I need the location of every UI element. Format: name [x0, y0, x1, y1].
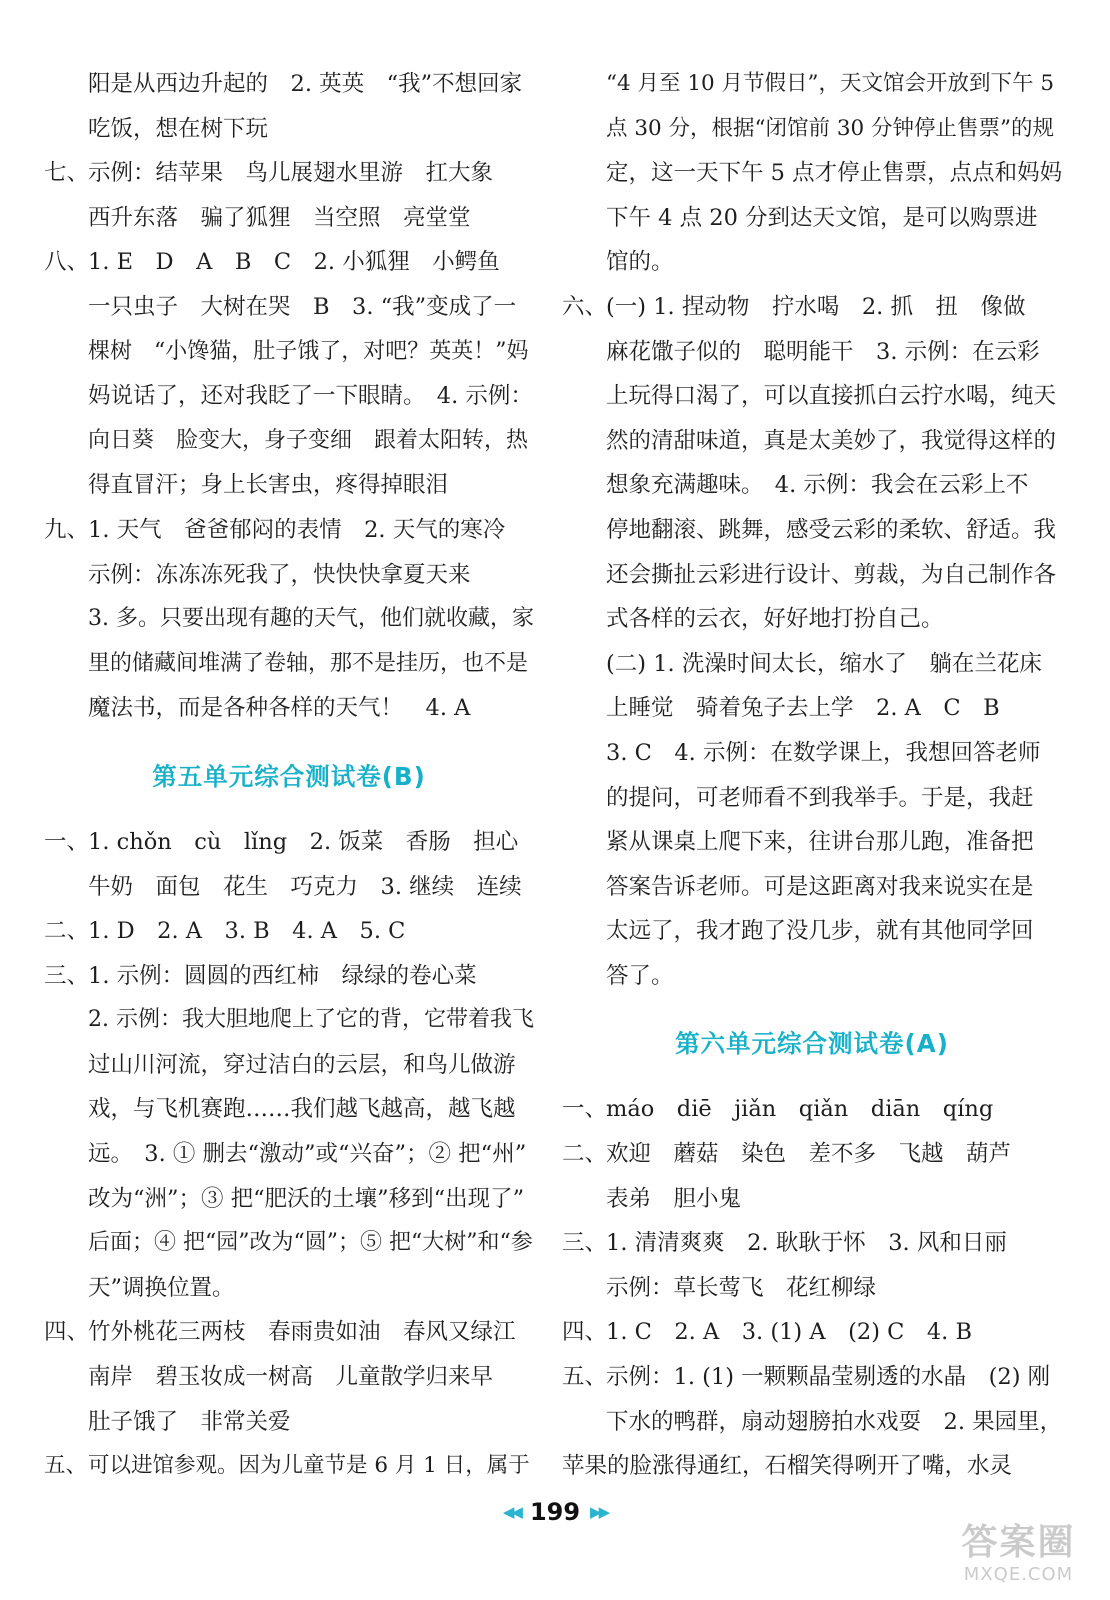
question-number: 八、 — [44, 249, 90, 276]
answer-text: 答了。 — [606, 962, 674, 989]
answer-text: (一) 1. 捏动物 拧水喝 2. 抓 扭 像做 — [606, 293, 1026, 320]
answer-line — [562, 597, 1062, 642]
answer-line — [44, 553, 534, 598]
answer-line — [562, 1266, 1062, 1311]
answer-line — [44, 1266, 534, 1311]
answer-line — [44, 1444, 534, 1489]
question-number: 九、 — [44, 516, 90, 543]
answer-line — [562, 1400, 1062, 1445]
prev-arrows-icon: ◀◀ — [502, 1503, 520, 1521]
answer-text: 苹果的脸涨得通红，石榴笑得咧开了嘴，水灵 — [562, 1453, 1013, 1480]
answer-text: 西升东落 骗了狐狸 当空照 亮堂堂 — [88, 204, 471, 231]
answer-text: 1. 清清爽爽 2. 耿耿于怀 3. 风和日丽 — [606, 1230, 1007, 1257]
answer-line — [562, 1444, 1062, 1489]
next-arrows-icon: ▶▶ — [590, 1503, 608, 1521]
answer-text: 紧从课桌上爬下来，往讲台那儿跑，准备把 — [606, 829, 1034, 856]
answer-line — [562, 151, 1062, 196]
answer-text: 牛奶 面包 花生 巧克力 3. 继续 连续 — [88, 873, 522, 900]
answer-line — [562, 776, 1062, 821]
answer-line — [44, 1221, 534, 1266]
answer-line — [562, 1177, 1062, 1222]
answer-line — [44, 107, 534, 152]
answer-line — [44, 642, 534, 687]
left-column — [44, 62, 534, 1489]
answer-text: 的提问，可老师看不到我举手。于是，我赶 — [606, 784, 1034, 811]
answer-line — [562, 553, 1062, 598]
answer-line — [562, 1310, 1062, 1355]
answer-text: 竹外桃花三两枝 春雨贵如油 春风又绿江 — [88, 1319, 516, 1346]
section-heading: 第六单元综合测试卷(A) — [675, 1029, 949, 1059]
answer-line — [562, 820, 1062, 865]
section-heading: 第五单元综合测试卷(B) — [152, 761, 426, 791]
answer-text: 示例：1. (1) 一颗颗晶莹剔透的水晶 (2) 刚 — [606, 1364, 1051, 1391]
answer-text: 1. chǒn cù lǐng 2. 饭菜 香肠 担心 — [88, 828, 519, 855]
answer-line — [44, 865, 534, 910]
answer-text: 3. C 4. 示例：在数学课上，我想回答老师 — [606, 739, 1041, 766]
answer-text: 得直冒汗；身上长害虫，疼得掉眼泪 — [88, 472, 449, 499]
answer-text: 式各样的云衣，好好地打扮自己。 — [606, 606, 944, 633]
answer-line — [562, 1355, 1062, 1400]
answer-text: 戏，与飞机赛跑……我们越飞越高，越飞越 — [88, 1096, 516, 1123]
answer-text: 馆的。 — [606, 249, 674, 276]
answer-text: 下午 4 点 20 分到达天文馆，是可以购票进 — [606, 204, 1038, 231]
question-number: 五、 — [44, 1453, 88, 1479]
watermark-url: MXQE.COM — [963, 1564, 1074, 1585]
answer-text: 魔法书，而是各种各样的天气！ 4. A — [88, 695, 471, 722]
answer-text: 妈说话了，还对我眨了一下眼睛。 4. 示例： — [88, 383, 533, 410]
answer-line — [562, 508, 1062, 553]
answer-line — [562, 731, 1062, 776]
answer-line — [44, 954, 534, 999]
answer-text: 上睡觉 骑着兔子去上学 2. A C B — [606, 695, 1000, 722]
answer-line — [44, 463, 534, 508]
answer-line — [44, 597, 534, 642]
answer-line — [44, 151, 534, 196]
answer-line — [44, 820, 534, 865]
question-number: 六、 — [562, 293, 608, 320]
answer-text: 南岸 碧玉妆成一树高 儿童散学归来早 — [88, 1364, 494, 1391]
answer-line — [562, 62, 1062, 107]
answer-line — [562, 330, 1062, 375]
answer-text: 定，这一天下午 5 点才停止售票，点点和妈妈 — [606, 160, 1063, 187]
answer-text: 示例：结苹果 鸟儿展翅水里游 扛大象 — [88, 160, 494, 187]
answer-text: 阳是从西边升起的 2. 英英 “我”不想回家 — [88, 71, 523, 97]
question-number: 四、 — [562, 1319, 608, 1346]
answer-text: 示例：冻冻冻死我了，快快快拿夏天来 — [88, 561, 471, 588]
answer-text: 远。 3. ① 删去“激动”或“兴奋”；② 把“州” — [88, 1141, 527, 1168]
answer-line — [44, 1087, 534, 1132]
answer-line — [44, 419, 534, 464]
answer-line — [44, 1132, 534, 1177]
answer-text: 1. E D A B C 2. 小狐狸 小鳄鱼 — [88, 249, 500, 276]
answer-text: 吃饭，想在树下玩 — [88, 115, 269, 142]
right-column — [562, 62, 1062, 1489]
question-number: 一、 — [562, 1096, 608, 1123]
answer-text: 点 30 分，根据“闭馆前 30 分钟停止售票”的规 — [606, 115, 1055, 141]
question-number: 一、 — [44, 828, 90, 855]
answer-line — [562, 374, 1062, 419]
answer-line — [562, 954, 1062, 999]
answer-text: 1. 天气 爸爸郁闷的表情 2. 天气的寒冷 — [88, 516, 506, 543]
answer-text: 天”调换位置。 — [88, 1274, 235, 1301]
answer-line — [44, 240, 534, 285]
answer-text: 1. D 2. A 3. B 4. A 5. C — [88, 918, 406, 945]
answer-text: 可以进馆参观。因为儿童节是 6 月 1 日，属于 — [88, 1453, 530, 1479]
answer-text: 过山川河流，穿过洁白的云层，和鸟儿做游 — [88, 1051, 516, 1078]
answer-text: 向日葵 脸变大，身子变细 跟着太阳转，热 — [88, 427, 529, 453]
answer-line — [562, 419, 1062, 464]
question-number: 三、 — [44, 962, 90, 989]
answer-text: 肚子饿了 非常关爱 — [88, 1408, 291, 1435]
answer-line — [562, 909, 1062, 954]
answer-text: 然的清甜味道，真是太美妙了，我觉得这样的 — [606, 427, 1057, 454]
answer-text: 想象充满趣味。 4. 示例：我会在云彩上不 — [606, 472, 1029, 499]
question-number: 五、 — [562, 1364, 608, 1391]
answer-text: 3. 多。只要出现有趣的天气，他们就收藏，家 — [88, 606, 534, 632]
answer-text: 还会撕扯云彩进行设计、剪裁，为自己制作各 — [606, 561, 1057, 588]
answer-line — [44, 909, 534, 954]
answer-text: “4 月至 10 月节假日”，天文馆会开放到下午 5 — [606, 71, 1055, 96]
answer-text: 麻花馓子似的 聪明能干 3. 示例：在云彩 — [606, 338, 1040, 365]
answer-line — [562, 1132, 1062, 1177]
answer-text: 1. 示例：圆圆的西红柿 绿绿的卷心菜 — [88, 962, 477, 989]
answer-line — [562, 642, 1062, 687]
answer-line — [44, 508, 534, 553]
answer-line — [44, 1400, 534, 1445]
answer-text: 欢迎 蘑菇 染色 差不多 飞越 葫芦 — [606, 1141, 1012, 1168]
answer-line — [562, 463, 1062, 508]
watermark-text: 答案圈 — [961, 1522, 1076, 1563]
answer-line — [44, 285, 534, 330]
answer-line — [562, 865, 1062, 910]
answer-text: 棵树 “小馋猫，肚子饿了，对吧？英英！”妈 — [88, 338, 529, 364]
answer-line — [562, 686, 1062, 731]
answer-line — [44, 686, 534, 731]
answer-text: 改为“洲”；③ 把“肥沃的土壤”移到“出现了” — [88, 1185, 525, 1212]
answer-line — [562, 240, 1062, 285]
answer-text: 表弟 胆小鬼 — [606, 1185, 742, 1212]
watermark-logo — [941, 1522, 1096, 1590]
answer-text: 停地翻滚、跳舞，感受云彩的柔软、舒适。我 — [606, 516, 1057, 543]
answer-text: 一只虫子 大树在哭 B 3. “我”变成了一 — [88, 293, 517, 320]
answer-line — [44, 1355, 534, 1400]
question-number: 七、 — [44, 160, 90, 187]
answer-line — [562, 1087, 1062, 1132]
question-number: 二、 — [44, 918, 90, 945]
answer-text: 示例：草长莺飞 花红柳绿 — [606, 1274, 877, 1301]
answer-line — [562, 285, 1062, 330]
answer-text: 上玩得口渴了，可以直接抓白云拧水喝，纯天 — [606, 383, 1057, 410]
answer-line — [44, 1310, 534, 1355]
answer-line — [44, 998, 534, 1043]
answer-text: 太远了，我才跑了没几步，就有其他同学回 — [606, 918, 1034, 945]
answer-text: 1. C 2. A 3. (1) A (2) C 4. B — [606, 1319, 972, 1346]
question-number: 二、 — [562, 1141, 608, 1168]
answer-line — [562, 1221, 1062, 1266]
answer-line — [44, 62, 534, 107]
answer-text: 答案告诉老师。可是这距离对我来说实在是 — [606, 873, 1034, 900]
answer-line — [44, 196, 534, 241]
answer-line — [44, 1177, 534, 1222]
page-number: 199 — [529, 1498, 581, 1526]
question-number: 四、 — [44, 1319, 90, 1346]
answer-line — [562, 107, 1062, 152]
answer-text: 2. 示例：我大胆地爬上了它的背，它带着我飞 — [88, 1007, 534, 1033]
answer-text: (二) 1. 洗澡时间太长，缩水了 躺在兰花床 — [606, 650, 1042, 677]
answer-line — [44, 1043, 534, 1088]
question-number: 三、 — [562, 1230, 608, 1257]
answer-text: 下水的鸭群，扇动翅膀拍水戏耍 2. 果园里， — [606, 1408, 1063, 1435]
answer-text: máo diē jiǎn qiǎn diān qíng — [606, 1096, 994, 1123]
answer-text: 里的储藏间堆满了卷轴，那不是挂历，也不是 — [88, 650, 529, 676]
answer-line — [562, 196, 1062, 241]
answer-text: 后面；④ 把“园”改为“圆”；⑤ 把“大树”和“参 — [88, 1230, 533, 1256]
answer-line — [44, 330, 534, 375]
answer-line — [44, 374, 534, 419]
